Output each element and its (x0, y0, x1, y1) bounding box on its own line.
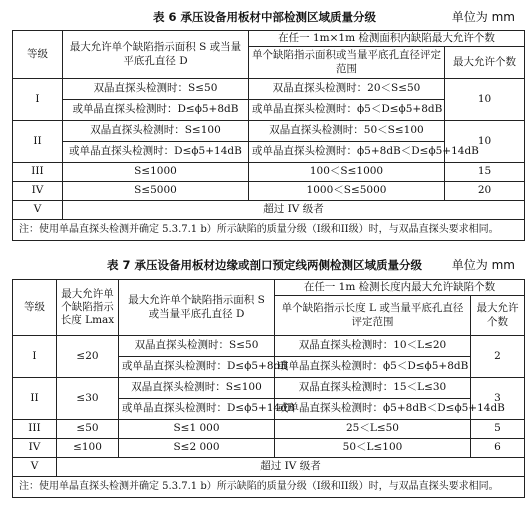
table6-count: 10 (445, 79, 525, 121)
table7-note: 注：使用单晶直探头检测并确定 5.3.7.1 b）所示缺陷的质量分级（I级和II级）时，与双晶直探头要求相同。 (13, 477, 525, 498)
table7-grade: III (13, 420, 57, 439)
table6-header-range: 单个缺陷指示面积或当量平底孔直径评定范围 (249, 47, 445, 79)
table6-range: 或单晶直探头检测时：ϕ5+8dB＜D≤ϕ5+14dB (249, 142, 445, 163)
table6-count: 20 (445, 182, 525, 201)
table7-title: 表 7 承压设备用板材边缘或剖口预定线两侧检测区域质量分级 (106, 258, 422, 272)
table6-header-max-area: 最大允许单个缺陷指示面积 S 或当量平底孔直径 D (63, 31, 249, 79)
table6-grade: II (13, 121, 63, 163)
table7-max-area: S≤2 000 (119, 439, 275, 458)
table6-range: 双晶直探头检测时：20＜S≤50 (249, 79, 445, 100)
table6-grade: I (13, 79, 63, 121)
table7-max-area: 双晶直探头检测时：S≤100 (119, 378, 275, 399)
table6-max-area: 双晶直探头检测时：S≤50 (63, 79, 249, 100)
table7-max-area: 或单晶直探头检测时：D≤ϕ5+14dB (119, 399, 275, 420)
table6-max-area: S≤1000 (63, 163, 249, 182)
table7-max-area: 或单晶直探头检测时：D≤ϕ5+8dB (119, 357, 275, 378)
table7-header-max-count: 最大允许个数 (471, 296, 525, 336)
table7-grade: IV (13, 439, 57, 458)
table7-max-len: ≤20 (57, 336, 119, 378)
table7-range: 双晶直探头检测时：15＜L≤30 (275, 378, 471, 399)
table6-count: 15 (445, 163, 525, 182)
table6-max-area: 双晶直探头检测时：S≤100 (63, 121, 249, 142)
table7-grade: I (13, 336, 57, 378)
table6-max-area: 或单晶直探头检测时：D≤ϕ5+8dB (63, 100, 249, 121)
table-row (13, 163, 525, 182)
table6-max-area: 或单晶直探头检测时：D≤ϕ5+14dB (63, 142, 249, 163)
table6-unit: 单位为 mm (451, 10, 515, 24)
table-row (13, 458, 525, 477)
table-row (13, 79, 525, 100)
table7-header-max-area: 最大允许单个缺陷指示面积 S 或当量平底孔直径 D (119, 280, 275, 336)
table6-range: 1000＜S≤5000 (249, 182, 445, 201)
table7-header-group: 在任一 1m 检测长度内最大允许缺陷个数 (275, 280, 525, 296)
table7-caption (0, 254, 529, 276)
table6-count: 10 (445, 121, 525, 163)
table6-range: 双晶直探头检测时：50＜S≤100 (249, 121, 445, 142)
table-row (13, 336, 525, 357)
table6-header-grade: 等级 (13, 31, 63, 79)
table7-header-range: 单个缺陷指示长度 L 或当量平底孔直径评定范围 (275, 296, 471, 336)
table7-count: 5 (471, 420, 525, 439)
table-row (13, 182, 525, 201)
table6-grade: III (13, 163, 63, 182)
table7-count: 2 (471, 336, 525, 378)
table-row (13, 201, 525, 220)
table-row (13, 439, 525, 458)
table7-max-len: ≤100 (57, 439, 119, 458)
table6-caption (0, 6, 529, 28)
table7-max-len: ≤50 (57, 420, 119, 439)
table7-range: 双晶直探头检测时：10＜L≤20 (275, 336, 471, 357)
table7-count: 6 (471, 439, 525, 458)
table7-max-len: ≤30 (57, 378, 119, 420)
table7-range: 或单晶直探头检测时：ϕ5＜D≤ϕ5+8dB (275, 357, 471, 378)
table7-range: 25＜L≤50 (275, 420, 471, 439)
table6-range: 100＜S≤1000 (249, 163, 445, 182)
table7-max-area: 双晶直探头检测时：S≤50 (119, 336, 275, 357)
table7-count: 3 (471, 378, 525, 420)
table6-span: 超过 IV 级者 (63, 201, 525, 220)
table6-grade: V (13, 201, 63, 220)
table7-header-grade: 等级 (13, 280, 57, 336)
table7-span: 超过 IV 级者 (57, 458, 525, 477)
table6-note: 注：使用单晶直探头检测并确定 5.3.7.1 b）所示缺陷的质量分级（I级和II级）时，与双晶直探头要求相同。 (13, 220, 525, 241)
table7-unit: 单位为 mm (451, 258, 515, 272)
table6-header-group: 在任一 1m×1m 检测面积内缺陷最大允许个数 (249, 31, 525, 47)
table7-grade: V (13, 458, 57, 477)
table6-range: 或单晶直探头检测时：ϕ5＜D≤ϕ5+8dB (249, 100, 445, 121)
table7-range: 50＜L≤100 (275, 439, 471, 458)
table-row (13, 420, 525, 439)
table7-header-max-len: 最大允许单个缺陷指示长度 Lmax (57, 280, 119, 336)
table7 (12, 279, 525, 498)
table7-max-area: S≤1 000 (119, 420, 275, 439)
table6 (12, 30, 525, 241)
table-row (13, 121, 525, 142)
table7-grade: II (13, 378, 57, 420)
table7-range: 或单晶直探头检测时：ϕ5+8dB＜D≤ϕ5+14dB (275, 399, 471, 420)
table6-header-max-count: 最大允许个数 (445, 47, 525, 79)
table6-max-area: S≤5000 (63, 182, 249, 201)
table6-grade: IV (13, 182, 63, 201)
table6-title: 表 6 承压设备用板材中部检测区域质量分级 (152, 10, 376, 24)
table-row (13, 378, 525, 399)
